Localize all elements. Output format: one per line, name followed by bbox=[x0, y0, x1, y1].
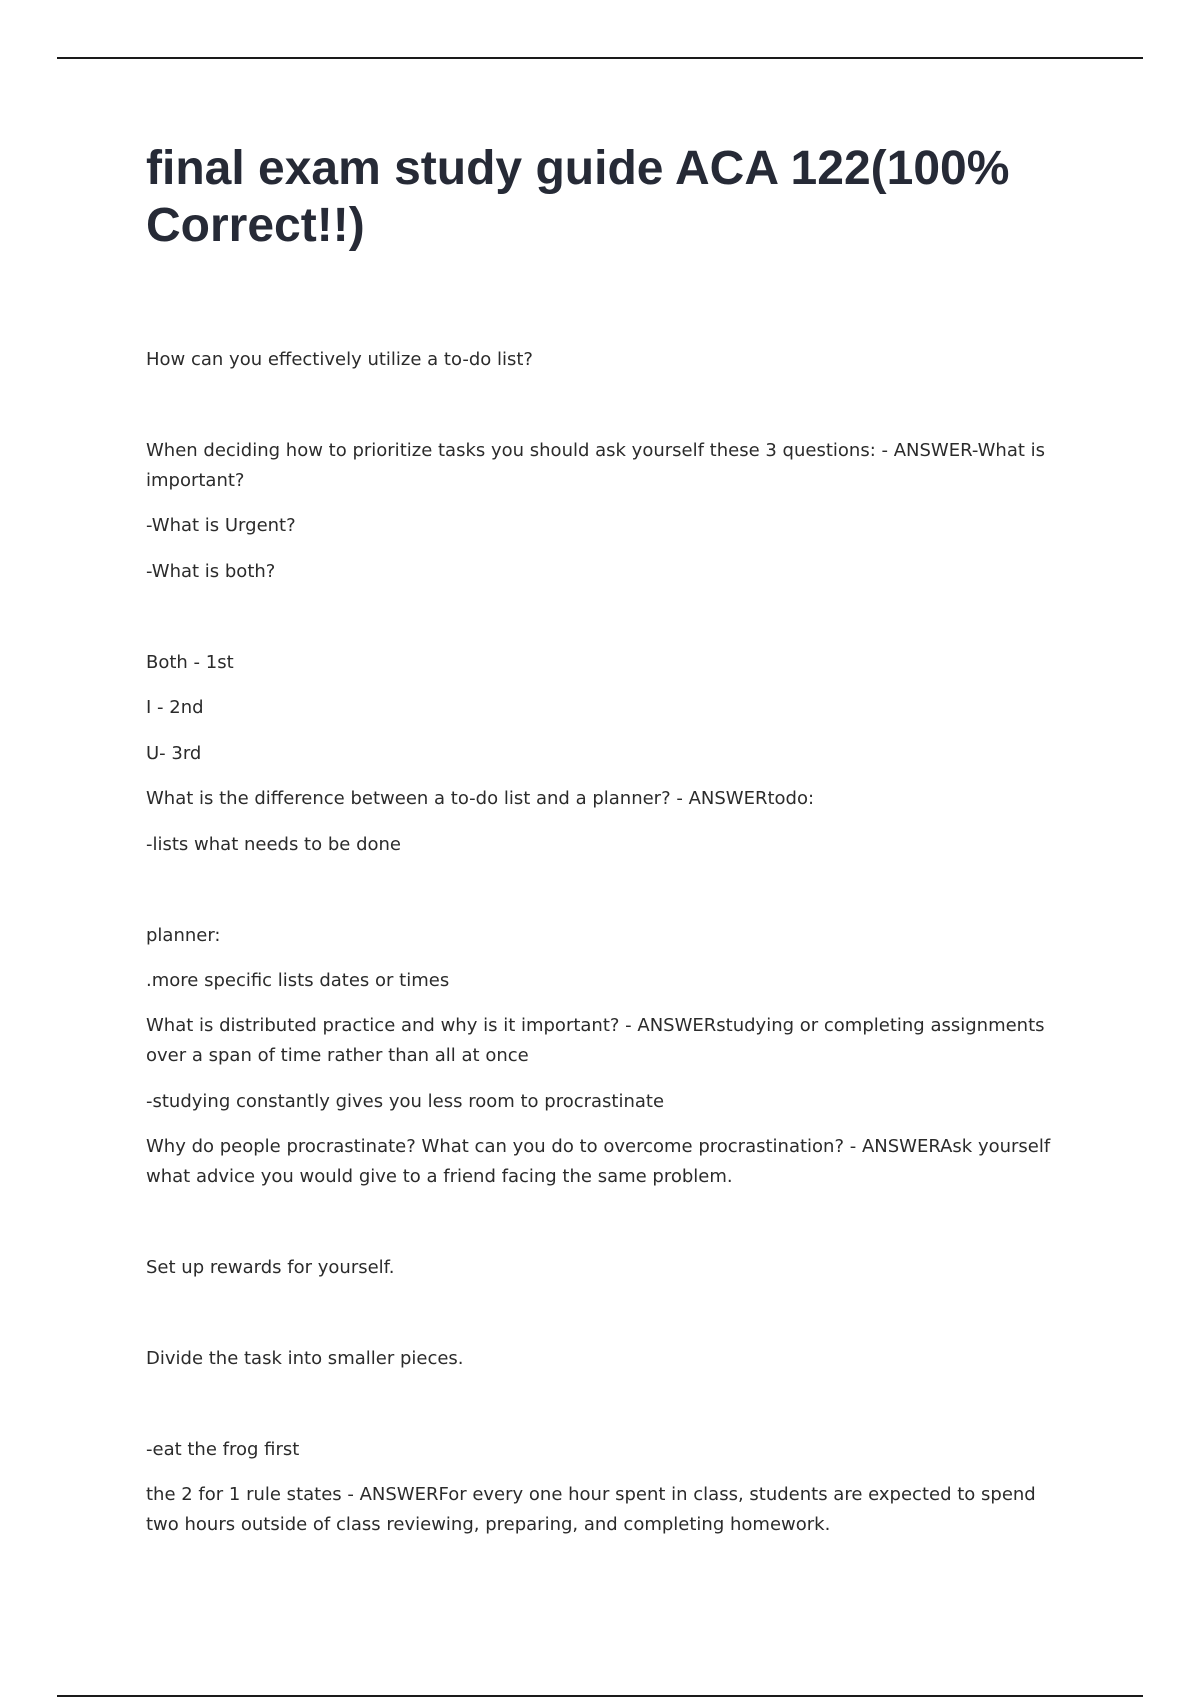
paragraph: Both - 1st bbox=[146, 652, 234, 673]
paragraph: planner: bbox=[146, 925, 221, 946]
paragraph: How can you effectively utilize a to-do list? bbox=[146, 349, 533, 370]
paragraph: What is distributed practice and why is it important? - ANSWERstudying or completing assignments over a span of time rather than all at once bbox=[146, 1015, 1045, 1066]
header-rule bbox=[57, 57, 1143, 59]
paragraph: -What is Urgent? bbox=[146, 515, 296, 536]
paragraph: the 2 for 1 rule states - ANSWERFor every one hour spent in class, students are expected to spend two hours outside of class reviewing, preparing, and completing homework. bbox=[146, 1484, 1036, 1535]
footer-rule bbox=[57, 1695, 1143, 1697]
paragraph: -studying constantly gives you less room to procrastinate bbox=[146, 1091, 665, 1112]
document-title: final exam study guide ACA 122(100% Correct!!) bbox=[146, 142, 1010, 252]
paragraph: Why do people procrastinate? What can you do to overcome procrastination? - ANSWERAsk yourself what advice you would give to a friend facing the same problem. bbox=[146, 1136, 1051, 1187]
paragraph: I - 2nd bbox=[146, 697, 204, 718]
paragraph: Divide the task into smaller pieces. bbox=[146, 1348, 464, 1369]
paragraph: -eat the frog first bbox=[146, 1439, 300, 1460]
paragraph: Set up rewards for yourself. bbox=[146, 1257, 395, 1278]
paragraph: -lists what needs to be done bbox=[146, 834, 401, 855]
paragraph: -What is both? bbox=[146, 561, 276, 582]
paragraph: What is the difference between a to-do list and a planner? - ANSWERtodo: bbox=[146, 788, 815, 809]
paragraph: U- 3rd bbox=[146, 743, 202, 764]
paragraph: .more specific lists dates or times bbox=[146, 970, 450, 991]
paragraph: When deciding how to prioritize tasks you should ask yourself these 3 questions: - ANSWER-What is important? bbox=[146, 440, 1046, 491]
